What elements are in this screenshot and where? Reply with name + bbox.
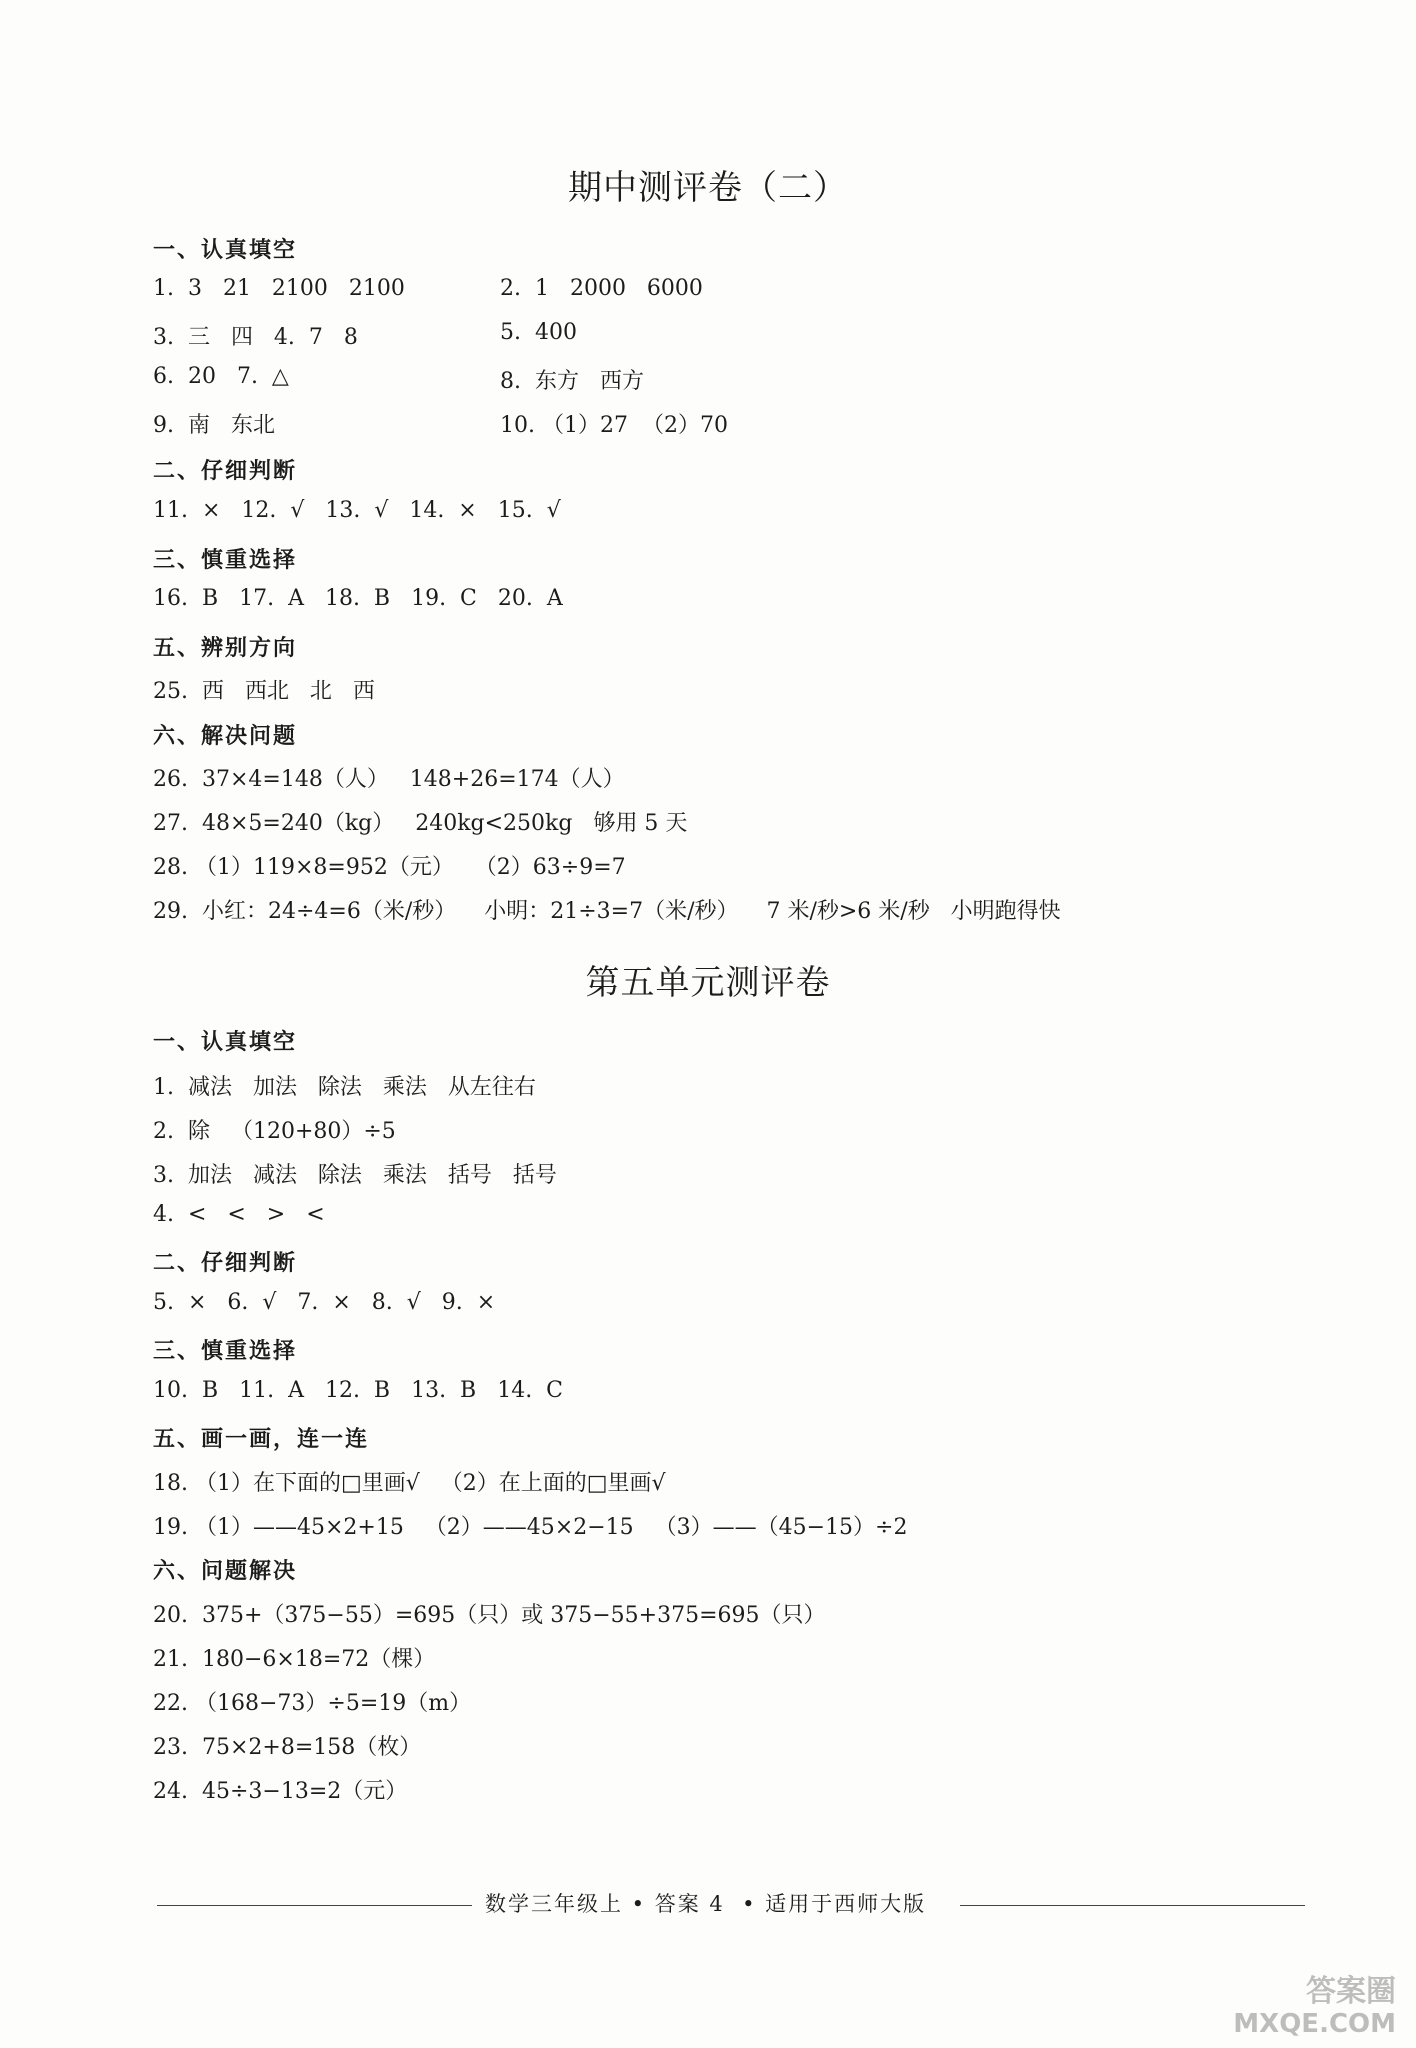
s1-q25: 25. 西 西北 北 西 (153, 679, 375, 704)
s2-q21: 21. 180−6×18=72（棵） (153, 1647, 436, 1672)
section2-heading-judge: 二、仔细判断 (153, 1251, 298, 1276)
s2-q2: 2. 除 （120+80）÷5 (153, 1119, 396, 1144)
s2-q18: 18. （1）在下面的□里画√ （2）在上面的□里画√ (153, 1471, 666, 1496)
s1-q5: 5. 400 (500, 320, 577, 345)
s2-q3: 3. 加法 减法 除法 乘法 括号 括号 (153, 1163, 557, 1188)
footer-rule-right (960, 1905, 1305, 1906)
s1-q3: 3. 三 四 4. 7 8 (153, 325, 358, 350)
s1-q1: 1. 3 21 2100 2100 (153, 276, 405, 301)
section1-heading-direction: 五、辨别方向 (153, 636, 298, 661)
section1-heading-solve: 六、解决问题 (153, 724, 298, 749)
s1-q8: 8. 东方 西方 (500, 369, 644, 394)
s1-q27: 27. 48×5=240（kg） 240kg<250kg 够用 5 天 (153, 811, 688, 836)
section2-heading-fill: 一、认真填空 (153, 1030, 298, 1055)
s2-q22: 22. （168−73）÷5=19（m） (153, 1691, 472, 1716)
s2-q19: 19. （1）——45×2+15 （2）——45×2−15 （3）——（45−15）÷2 (153, 1515, 908, 1540)
s1-q16: 16. B 17. A 18. B 19. C 20. A (153, 586, 563, 611)
s2-q10: 10. B 11. A 12. B 13. B 14. C (153, 1378, 564, 1403)
section2-heading-choice: 三、慎重选择 (153, 1339, 298, 1364)
watermark-line2: MXQE.COM (1233, 2009, 1396, 2039)
s1-q6: 6. 20 7. △ (153, 364, 289, 389)
watermark-logo (1233, 1976, 1396, 2040)
footer-text: 数学三年级上 • 答案 4 • 适用于西师大版 (485, 1892, 927, 1916)
section2-heading-solve: 六、问题解决 (153, 1559, 298, 1584)
section1-heading-judge: 二、仔细判断 (153, 459, 298, 484)
s1-q26: 26. 37×4=148（人） 148+26=174（人） (153, 767, 625, 792)
section2-title: 第五单元测评卷 (585, 963, 831, 1003)
footer-rule-left (157, 1905, 472, 1906)
section1-title: 期中测评卷（二） (568, 168, 848, 208)
s2-q5: 5. × 6. √ 7. × 8. √ 9. × (153, 1290, 496, 1315)
s1-q10: 10. （1）27 （2）70 (500, 413, 728, 438)
s2-q1: 1. 减法 加法 除法 乘法 从左往右 (153, 1075, 536, 1100)
watermark-line1: 答案圈 (1306, 1974, 1396, 2009)
s1-q9: 9. 南 东北 (153, 413, 275, 438)
section2-heading-draw: 五、画一画，连一连 (153, 1427, 370, 1452)
s1-q2: 2. 1 2000 6000 (500, 276, 703, 301)
s1-q11: 11. × 12. √ 13. √ 14. × 15. √ (153, 498, 561, 523)
s2-q20: 20. 375+（375−55）=695（只）或 375−55+375=695（只） (153, 1603, 826, 1628)
s1-q28: 28. （1）119×8=952（元） （2）63÷9=7 (153, 855, 626, 880)
section1-heading-fill: 一、认真填空 (153, 238, 298, 263)
s2-q4: 4. < < > < (153, 1202, 325, 1227)
section1-heading-choice: 三、慎重选择 (153, 548, 298, 573)
s2-q24: 24. 45÷3−13=2（元） (153, 1779, 408, 1804)
s1-q29: 29. 小红：24÷4=6（米/秒） 小明：21÷3=7（米/秒） 7 米/秒>6 米/秒 小明跑得快 (153, 899, 1061, 924)
s2-q23: 23. 75×2+8=158（枚） (153, 1735, 422, 1760)
